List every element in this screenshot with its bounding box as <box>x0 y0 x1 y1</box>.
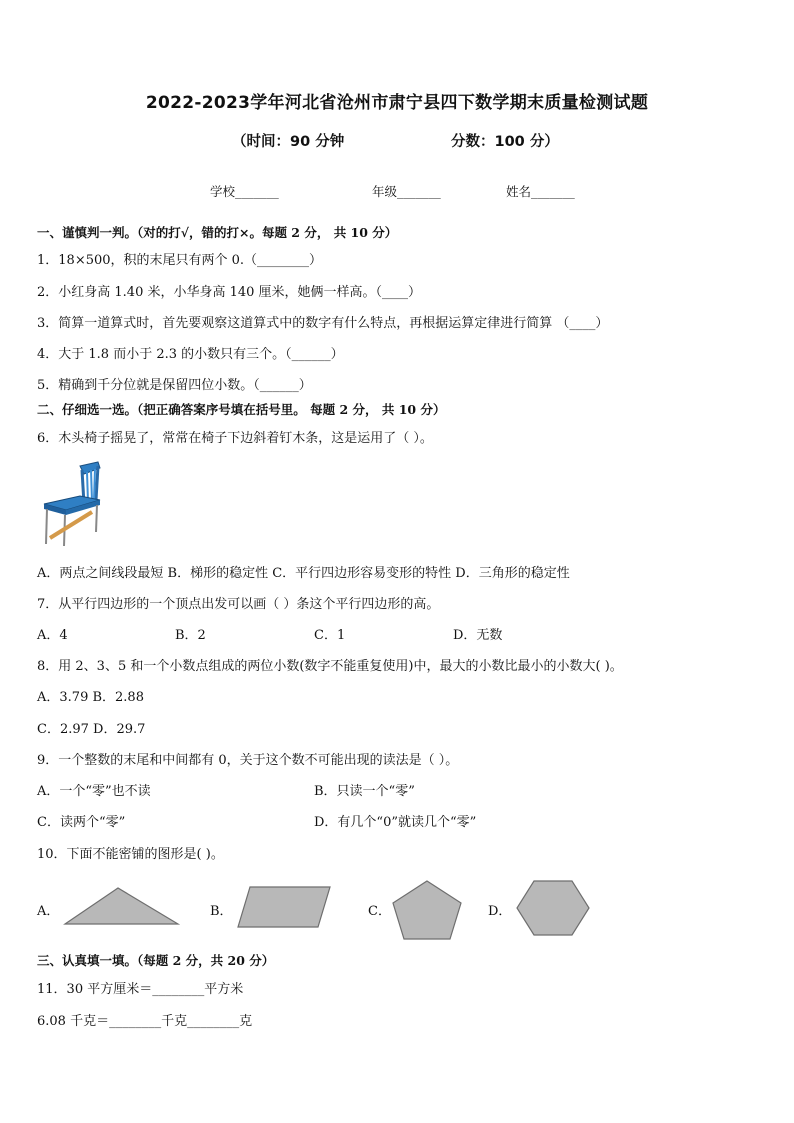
hexagon-shape <box>514 878 592 938</box>
school-field: 学校_______ <box>210 184 279 199</box>
question-10-option-a: A． <box>37 904 60 919</box>
question-11-part-2: 6.08 千克＝________千克________克 <box>37 1014 253 1029</box>
question-4: 4．大于 1.8 而小于 2.3 的小数只有三个。（______） <box>37 347 344 362</box>
page-title: 2022-2023学年河北省沧州市肃宁县四下数学期末质量检测试题 <box>145 93 649 113</box>
question-5: 5．精确到千分位就是保留四位小数。（______） <box>37 378 312 393</box>
question-10-option-d: D． <box>488 904 512 919</box>
question-9: 9．一个整数的末尾和中间都有 0，关于这个数不可能出现的读法是（ ）。 <box>37 753 459 768</box>
question-9-option-c: C．读两个“零” <box>37 815 126 830</box>
question-1: 1．18×500，积的末尾只有两个 0.（________） <box>37 253 323 268</box>
question-8-options-ab: A．3.79 B．2.88 <box>37 690 144 705</box>
question-3: 3．简算一道算式时，首先要观察这道算式中的数字有什么特点，再根据运算定律进行简算 （____） <box>37 316 609 331</box>
chair-icon <box>44 462 100 546</box>
section-3-heading: 三、认真填一填。（每题 2 分，共 20 分） <box>37 953 275 968</box>
question-11: 11．30 平方厘米＝________平方米 <box>37 982 244 997</box>
exam-time: （时间：90 分钟 <box>232 134 345 150</box>
question-7-option-d: D．无数 <box>453 628 503 643</box>
question-9-option-d: D．有几个“0”就读几个“零” <box>314 815 477 830</box>
question-8-options-cd: C．2.97 D．29.7 <box>37 722 146 737</box>
section-2-heading: 二、仔细选一选。（把正确答案序号填在括号里。 每题 2 分， 共 10 分） <box>37 402 446 417</box>
triangle-shape <box>62 884 182 928</box>
question-9-option-a: A．一个“零”也不读 <box>37 784 151 799</box>
question-10-option-b: B． <box>210 904 233 919</box>
parallelogram-shape <box>234 884 334 930</box>
question-7: 7．从平行四边形的一个顶点出发可以画（ ）条这个平行四边形的高。 <box>37 597 440 612</box>
question-10: 10．下面不能密铺的图形是( )。 <box>37 847 224 862</box>
pentagon-shape <box>390 878 464 942</box>
name-field: 姓名_______ <box>506 184 575 199</box>
chair-image <box>40 460 106 548</box>
question-9-option-b: B．只读一个“零” <box>314 784 415 799</box>
question-8: 8．用 2、3、5 和一个小数点组成的两位小数(数字不能重复使用)中，最大的小数比最小的小数大( )。 <box>37 659 623 674</box>
question-7-option-b: B．2 <box>175 628 206 643</box>
question-2: 2．小红身高 1.40 米，小华身高 140 厘米，她俩一样高。（____） <box>37 285 422 300</box>
question-7-option-c: C．1 <box>314 628 346 643</box>
exam-score: 分数：100 分） <box>451 134 559 150</box>
question-6-options: A．两点之间线段最短 B．梯形的稳定性 C．平行四边形容易变形的特性 D．三角形的稳定性 <box>37 566 570 581</box>
grade-field: 年级_______ <box>372 184 441 199</box>
question-7-option-a: A．4 <box>37 628 68 643</box>
question-10-option-c: C． <box>368 904 391 919</box>
question-6: 6．木头椅子摇晃了，常常在椅子下边斜着钉木条，这是运用了（ ）。 <box>37 431 433 446</box>
section-1-heading: 一、谨慎判一判。（对的打√，错的打×。每题 2 分， 共 10 分） <box>37 225 398 240</box>
